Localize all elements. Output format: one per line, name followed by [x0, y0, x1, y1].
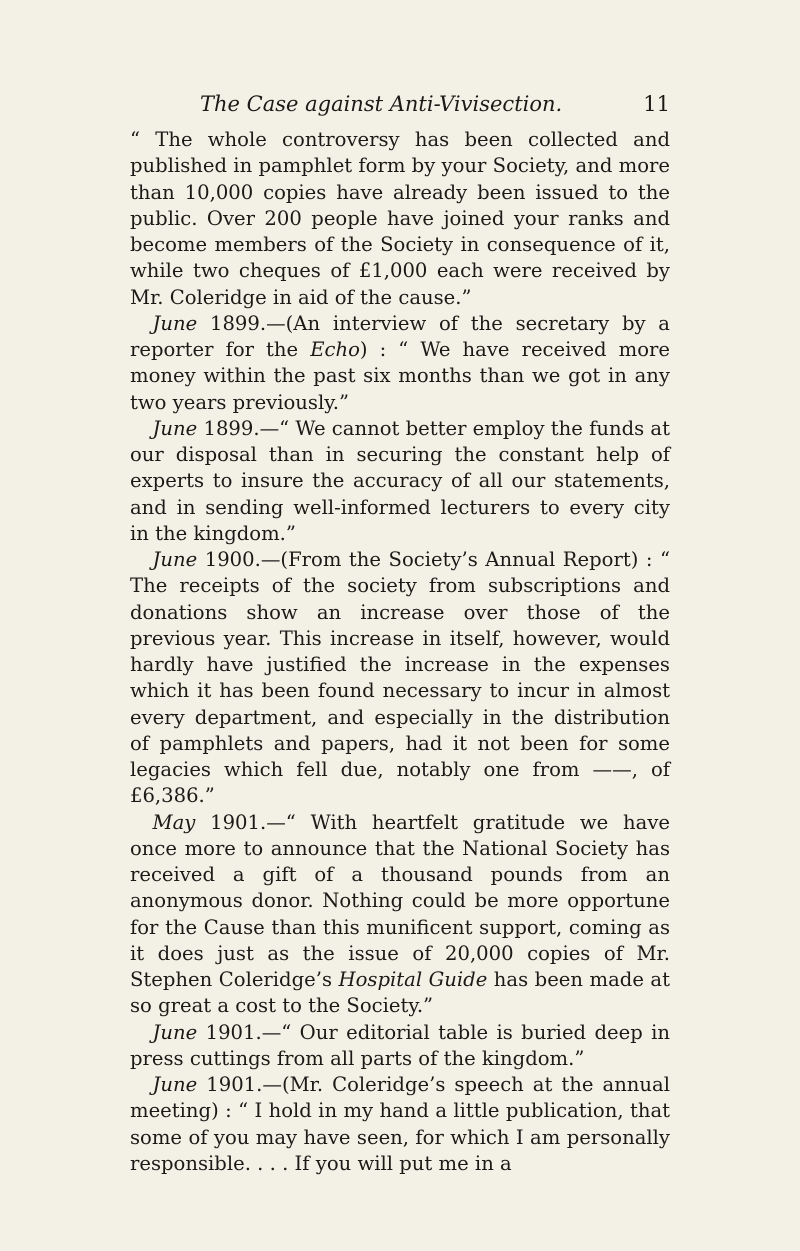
- paragraph-text: 1901.—(Mr. Coleridge’s speech at the annual meeting) : “ I hold in my hand a little publication, that some of you may have seen, for which I am personally responsible. . . . If you will put me in a: [130, 1073, 670, 1175]
- paragraph-text: 1900.—(From the Society’s Annual Report) : “ The receipts of the society from subscriptions and donations show an increase over those of the previous year. This increase in itself, however, would hardly have justified the increase in the expenses which it has been found necessary to incur in almost every department, and especially in the distribution of pamphlets and papers, had it not been for some legacies which fell due, notably one from ——, of £6,386.”: [130, 548, 670, 808]
- running-title: The Case against Anti-Vivisection.: [200, 92, 563, 116]
- entry-date: May: [152, 810, 196, 834]
- entry-date: June: [152, 311, 198, 335]
- paragraph-funds-statement: [130, 416, 670, 547]
- paragraph-anonymous-gift: [130, 810, 670, 1020]
- entry-date: June: [152, 1073, 198, 1096]
- paragraph-text: has been made at so great a cost to the Society.”: [130, 968, 670, 1018]
- page-header: [130, 88, 670, 120]
- paragraph-annual-report: [130, 547, 670, 810]
- paragraph-echo-interview: [130, 311, 670, 416]
- paragraph-coleridge-speech: [130, 1072, 670, 1177]
- paragraph-text: ) : “ We have received more money within the past six months than we got in any two years previously.”: [130, 338, 670, 414]
- page-number: 11: [643, 92, 670, 116]
- paragraph-pamphlet-quote: [130, 127, 670, 311]
- paragraph-text: 1899.—“ We cannot better employ the funds at our disposal than in securing the constant help of experts to insure the accuracy of all our statements, and in sending well-informed lecturers to every city in the kingdom.”: [130, 416, 670, 545]
- publication-title: Echo: [310, 338, 360, 361]
- paragraph-text: 1901.—“ Our editorial table is buried deep in press cuttings from all parts of the kingdom.”: [130, 1020, 670, 1070]
- entry-date: June: [152, 416, 198, 440]
- entry-date: June: [152, 548, 198, 571]
- paragraph-editorial-table: [130, 1020, 670, 1073]
- entry-date: June: [152, 1020, 198, 1044]
- paragraph-text: 1901.—“ With heartfelt gratitude we have once more to announce that the National Society has received a gift of a thousand pounds from an anonymous donor. Nothing could be more opportune for the Cause than this munificent support, coming as it does just as the issue of 20,000 copies of Mr. Stephen Coleridge’s: [130, 810, 670, 991]
- body-text: [130, 127, 670, 1177]
- publication-title: Hospital Guide: [338, 968, 488, 991]
- paragraph-text: 1899.—(An interview of the secretary by a reporter for the: [130, 311, 670, 361]
- paragraph-text: “ The whole controversy has been collected and published in pamphlet form by your Society, and more than 10,000 copies have already been issued to the public. Over 200 people have joined your ranks and become members of the Society in consequence of it, while two cheques of £1,000 each were received by Mr. Coleridge in aid of the cause.”: [130, 128, 670, 309]
